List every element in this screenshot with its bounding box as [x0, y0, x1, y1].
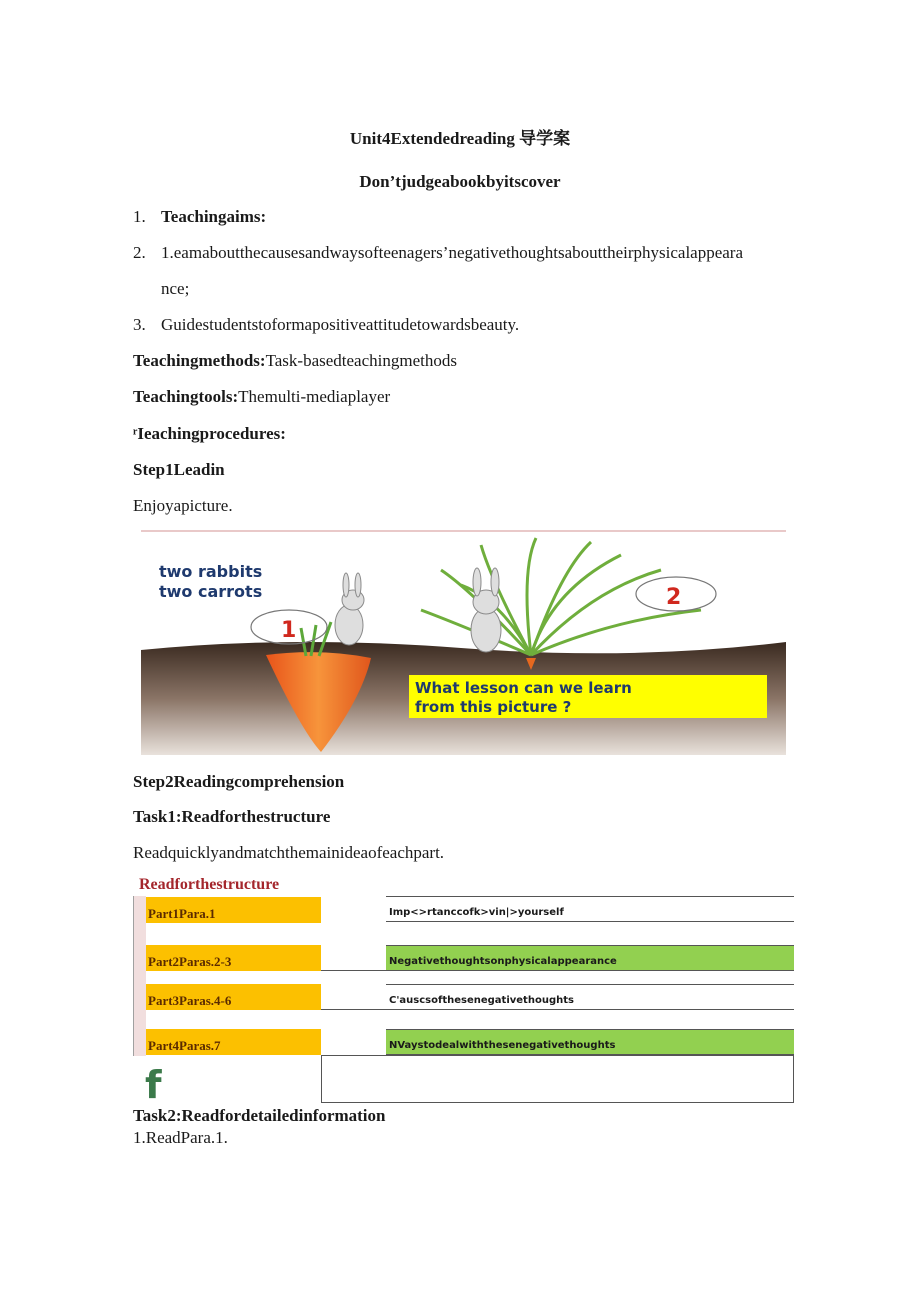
- task1-instruction: Readquicklyandmatchthemainideaofeachpart.: [133, 843, 445, 862]
- step2-heading: Step2Readingcomprehension: [133, 772, 345, 791]
- circle-label-1: 1: [281, 618, 297, 643]
- aim-item-1: 1.eamaboutthecausesandwaysofteenagers’negativethoughtsabouttheirphysicalappeara: [161, 243, 744, 262]
- list-number: 3.: [133, 315, 146, 334]
- step1-text: Enjoyapicture.: [133, 496, 233, 515]
- aims-heading: Teachingaims:: [161, 207, 267, 226]
- aim-item-1-cont: nce;: [161, 279, 190, 298]
- list-number: 2.: [133, 243, 146, 262]
- table-line: [321, 970, 386, 971]
- picture-text-carrots: two carrots: [159, 582, 263, 601]
- task2-heading: Task2:Readfordetailedinformation: [133, 1106, 386, 1125]
- structure-glyph: f: [145, 1063, 162, 1107]
- part-label-3: Part3Paras.4-6: [146, 984, 321, 1010]
- picture-question-line2: from this picture ?: [415, 698, 572, 716]
- tools-value: Themulti-mediaplayer: [238, 387, 391, 406]
- methods-label: Teachingmethods:: [133, 351, 266, 370]
- structure-empty-box: [321, 1055, 794, 1103]
- part-idea-1: Imp<>rtanccofk>vin|>yourself: [386, 896, 794, 922]
- methods-value: Task-basedteachingmethods: [265, 351, 457, 370]
- rabbits-carrots-picture: [141, 530, 786, 755]
- picture-illustration: [141, 530, 786, 755]
- procedures-heading: ʳIeachingprocedures:: [133, 424, 286, 443]
- part-idea-2: Negativethoughtsonphysicalappearance: [386, 945, 794, 971]
- part-label-1: Part1Para.1: [146, 897, 321, 923]
- picture-text-rabbits: two rabbits: [159, 562, 263, 581]
- structure-title: Readforthestructure: [139, 876, 280, 893]
- picture-question-line1: What lesson can we learn: [415, 679, 632, 697]
- list-number: 1.: [133, 207, 146, 226]
- tools-label: Teachingtools:: [133, 387, 239, 406]
- part-idea-4: NVaystodealwiththesenegativethoughts: [386, 1029, 794, 1055]
- table-line: [321, 1009, 386, 1010]
- page-subtitle: Don’tjudgeabookbyitscover: [359, 172, 561, 191]
- part-idea-3: C'auscsofthesenegativethoughts: [386, 984, 794, 1010]
- tools-line: [133, 387, 390, 407]
- task1-heading: Task1:Readforthestructure: [133, 807, 331, 826]
- task2-item: 1.ReadPara.1.: [133, 1128, 228, 1147]
- circle-label-2: 2: [666, 585, 682, 610]
- part-label-2: Part2Paras.2-3: [146, 945, 321, 971]
- page-title: Unit4Extendedreading 导学案: [349, 129, 571, 148]
- structure-left-bar: [133, 896, 146, 1056]
- methods-line: [133, 351, 457, 371]
- step1-heading: Step1Leadin: [133, 460, 225, 479]
- part-label-4: Part4Paras.7: [146, 1029, 321, 1055]
- aim-item-2: Guidestudentstoformapositiveattitudetowardsbeauty.: [161, 315, 520, 334]
